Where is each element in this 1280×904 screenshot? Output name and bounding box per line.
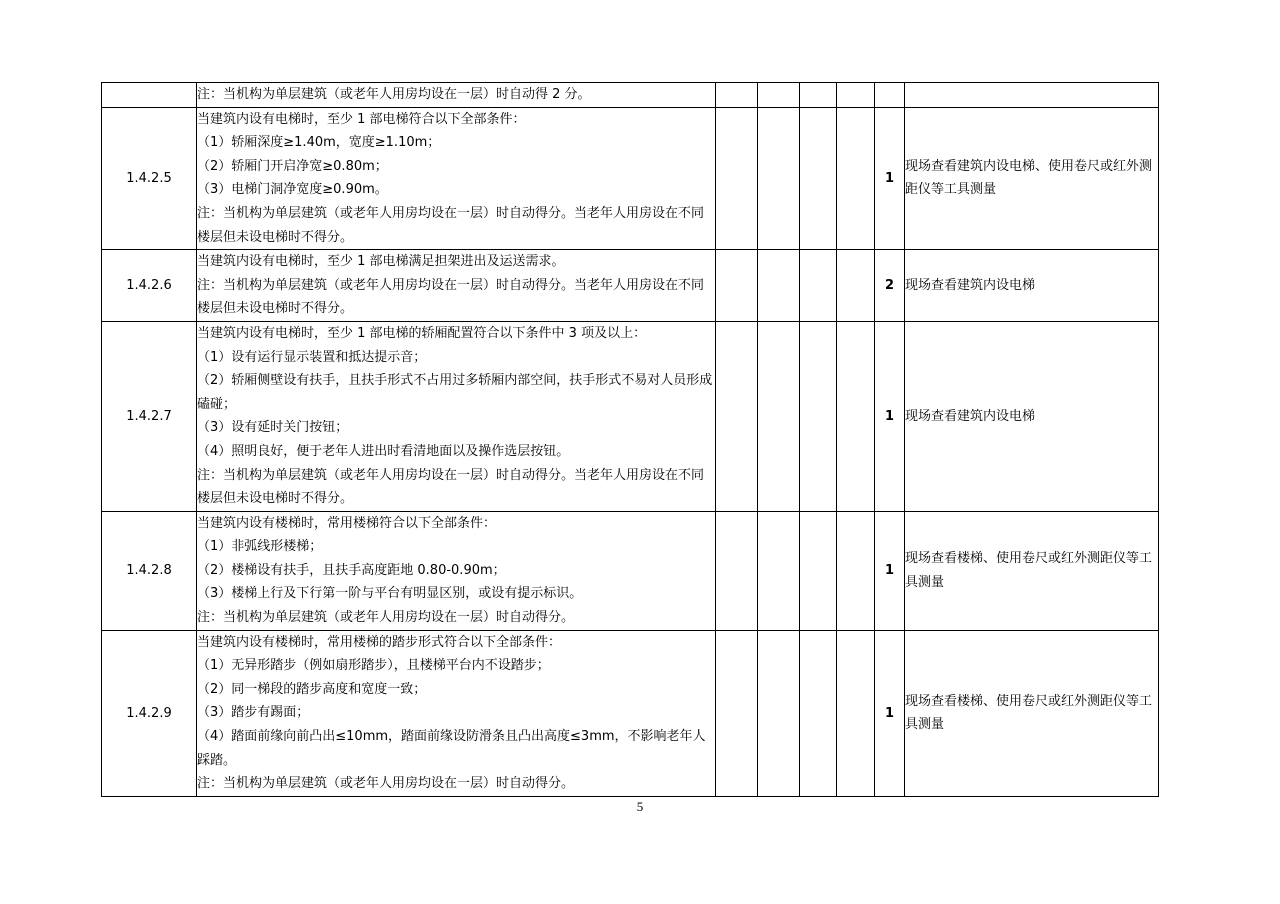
assessment-method: 现场查看楼梯、使用卷尺或红外测距仪等工具测量 (905, 511, 1159, 630)
item-score: 1 (875, 511, 905, 630)
requirement-line: 当建筑内设有电梯时，至少 1 部电梯的轿厢配置符合以下条件中 3 项及以上： (197, 325, 647, 341)
item-score: 1 (875, 107, 905, 250)
blank-cell (800, 630, 837, 796)
requirement-line: 注：当机构为单层建筑（或老年人用房均设在一层）时自动得分。 (197, 776, 575, 792)
blank-cell (837, 107, 875, 250)
blank-cell (837, 250, 875, 322)
item-score: 2 (875, 250, 905, 322)
blank-cell (800, 107, 837, 250)
table-body (102, 83, 1159, 797)
blank-cell (758, 250, 800, 322)
requirement-line: （4）照明良好，便于老年人进出时看清地面以及操作选层按钮。 (197, 443, 570, 459)
blank-cell (716, 630, 758, 796)
blank-cell (758, 83, 800, 108)
item-requirements (197, 321, 716, 511)
assessment-method: 现场查看建筑内设电梯 (905, 321, 1159, 511)
requirement-line: （1）设有运行显示装置和抵达提示音； (197, 349, 427, 365)
table-row (102, 321, 1159, 511)
item-requirements (197, 107, 716, 250)
item-code: 1.4.2.8 (102, 511, 197, 630)
page-number: 5 (636, 799, 644, 814)
item-requirements (197, 511, 716, 630)
requirement-line: 注：当机构为单层建筑（或老年人用房均设在一层）时自动得 2 分。 (197, 87, 591, 102)
requirement-line: 当建筑内设有电梯时，至少 1 部电梯符合以下全部条件： (197, 111, 526, 127)
requirement-line: 当建筑内设有楼梯时，常用楼梯的踏步形式符合以下全部条件： (197, 634, 562, 650)
blank-cell (716, 511, 758, 630)
blank-cell (758, 630, 800, 796)
table-row (102, 107, 1159, 250)
requirement-line: （1）非弧线形楼梯； (197, 539, 323, 555)
requirement-line: （2）同一梯段的踏步高度和宽度一致； (197, 681, 427, 697)
blank-cell (837, 630, 875, 796)
assessment-method: 现场查看建筑内设电梯 (905, 250, 1159, 322)
requirement-line: 注：当机构为单层建筑（或老年人用房均设在一层）时自动得分。 (197, 610, 575, 626)
blank-cell (800, 83, 837, 108)
blank-cell (837, 83, 875, 108)
blank-cell (758, 321, 800, 511)
item-requirements (197, 83, 716, 108)
requirement-line: （3）踏步有踢面； (197, 705, 310, 721)
requirement-line: （1）无异形踏步（例如扇形踏步），且楼梯平台内不设踏步； (197, 658, 550, 674)
assessment-method (905, 83, 1159, 108)
requirement-line: （3）楼梯上行及下行第一阶与平台有明显区别，或设有提示标识。 (197, 586, 583, 602)
item-code: 1.4.2.9 (102, 630, 197, 796)
requirement-line: 注：当机构为单层建筑（或老年人用房均设在一层）时自动得分。当老年人用房设在不同楼层但未设电梯时不得分。 (197, 205, 705, 245)
requirement-line: 注：当机构为单层建筑（或老年人用房均设在一层）时自动得分。当老年人用房设在不同楼层但未设电梯时不得分。 (197, 277, 705, 317)
requirement-line: 当建筑内设有电梯时，至少 1 部电梯满足担架进出及运送需求。 (197, 254, 565, 270)
item-code: 1.4.2.7 (102, 321, 197, 511)
blank-cell (800, 511, 837, 630)
requirement-line: 当建筑内设有楼梯时，常用楼梯符合以下全部条件： (197, 515, 497, 531)
table-row (102, 83, 1159, 108)
assessment-table (101, 82, 1159, 797)
blank-cell (758, 511, 800, 630)
blank-cell (800, 321, 837, 511)
item-score (875, 83, 905, 108)
blank-cell (716, 250, 758, 322)
blank-cell (837, 511, 875, 630)
assessment-method: 现场查看楼梯、使用卷尺或红外测距仪等工具测量 (905, 630, 1159, 796)
blank-cell (716, 107, 758, 250)
item-code: 1.4.2.6 (102, 250, 197, 322)
table-row (102, 511, 1159, 630)
blank-cell (716, 321, 758, 511)
item-code: 1.4.2.5 (102, 107, 197, 250)
requirement-line: （3）设有延时关门按钮； (197, 420, 349, 436)
requirement-line: （1）轿厢深度≥1.40m，宽度≥1.10m； (197, 135, 441, 151)
blank-cell (758, 107, 800, 250)
item-requirements (197, 250, 716, 322)
assessment-method: 现场查看建筑内设电梯、使用卷尺或红外测距仪等工具测量 (905, 107, 1159, 250)
table-row (102, 250, 1159, 322)
requirement-line: 注：当机构为单层建筑（或老年人用房均设在一层）时自动得分。当老年人用房设在不同楼层但未设电梯时不得分。 (197, 467, 705, 507)
item-code (102, 83, 197, 108)
requirement-line: （2）轿厢侧壁设有扶手，且扶手形式不占用过多轿厢内部空间，扶手形式不易对人员形成磕碰； (197, 373, 713, 412)
requirement-line: （2）楼梯设有扶手，且扶手高度距地 0.80-0.90m； (197, 562, 506, 578)
requirement-line: （3）电梯门洞净宽度≥0.90m。 (197, 182, 388, 198)
item-score: 1 (875, 321, 905, 511)
item-requirements (197, 630, 716, 796)
blank-cell (800, 250, 837, 322)
item-score: 1 (875, 630, 905, 796)
blank-cell (716, 83, 758, 108)
blank-cell (837, 321, 875, 511)
table-row (102, 630, 1159, 796)
requirement-line: （4）踏面前缘向前凸出≤10mm，踏面前缘设防滑条且凸出高度≤3mm，不影响老年人踩踏。 (197, 729, 706, 768)
requirement-line: （2）轿厢门开启净宽≥0.80m； (197, 158, 388, 174)
